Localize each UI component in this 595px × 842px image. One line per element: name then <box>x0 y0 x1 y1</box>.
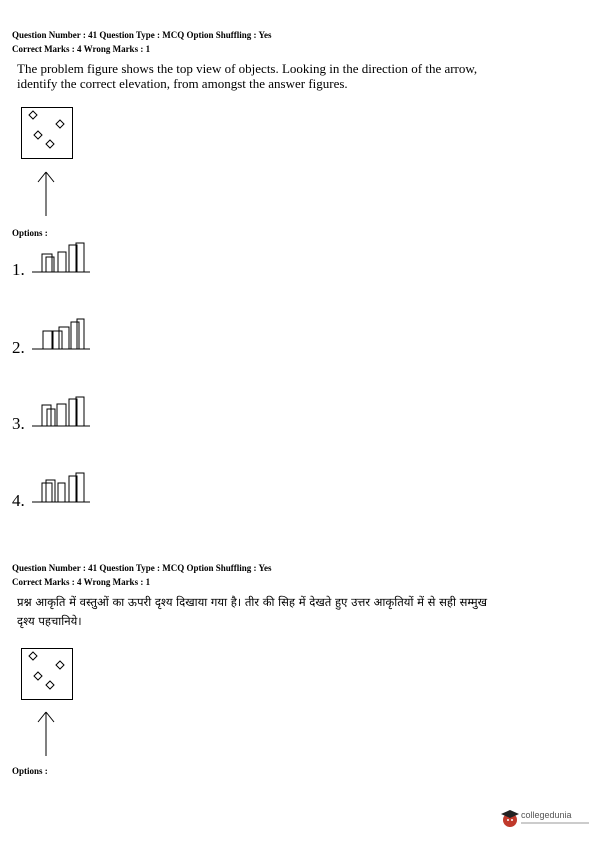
options-label-hindi: Options : <box>12 766 48 776</box>
option-3-elevation-figure[interactable] <box>32 396 90 432</box>
option-1-elevation-figure[interactable] <box>32 242 90 278</box>
option-number-3[interactable]: 3. <box>12 414 25 433</box>
logo-wordmark: collegedunia <box>521 810 572 820</box>
options-label: Options : <box>12 228 48 238</box>
question-meta-line-hindi: Question Number : 41 Question Type : MCQ Option Shuffling : Yes <box>12 563 272 573</box>
question-meta-line: Question Number : 41 Question Type : MCQ Option Shuffling : Yes <box>12 30 272 40</box>
option-number-1[interactable]: 1. <box>12 260 25 279</box>
problem-figure-top-view <box>21 107 73 159</box>
option-number-4[interactable]: 4. <box>12 491 25 510</box>
option-number-2[interactable]: 2. <box>12 338 25 357</box>
object-diamond <box>46 681 54 689</box>
option-2-elevation-figure[interactable] <box>32 318 90 354</box>
object-diamond <box>46 140 54 148</box>
hindi-question-text-line-1: प्रश्न आकृति में वस्तुओं का ऊपरी दृश्य दिखाया गया है। तीर की सिह में देखते हुए उत्तर आकृतियों में से सही सम्मुख <box>17 595 488 609</box>
object-diamond <box>34 672 42 680</box>
object-diamond <box>34 131 42 139</box>
object-diamond <box>29 111 37 119</box>
option-4-elevation-figure[interactable] <box>32 472 90 508</box>
question-text-line-1: The problem figure shows the top view of objects. Looking in the direction of the arrow, <box>17 61 478 76</box>
object-diamond <box>56 661 64 669</box>
object-diamond <box>29 652 37 660</box>
graduation-cap-logo-icon <box>500 808 520 828</box>
view-direction-arrow-icon <box>36 710 56 758</box>
marks-meta-line-hindi: Correct Marks : 4 Wrong Marks : 1 <box>12 577 151 587</box>
question-text-line-2: identify the correct elevation, from amongst the answer figures. <box>17 76 348 91</box>
view-direction-arrow-icon <box>36 170 56 218</box>
object-diamond <box>56 120 64 128</box>
hindi-question-text-line-2: दृश्य पहचानिये। <box>17 614 82 628</box>
logo-tagline-rule <box>521 822 589 824</box>
marks-meta-line: Correct Marks : 4 Wrong Marks : 1 <box>12 44 151 54</box>
collegedunia-logo <box>500 806 592 832</box>
problem-figure-top-view-hindi <box>21 648 73 700</box>
